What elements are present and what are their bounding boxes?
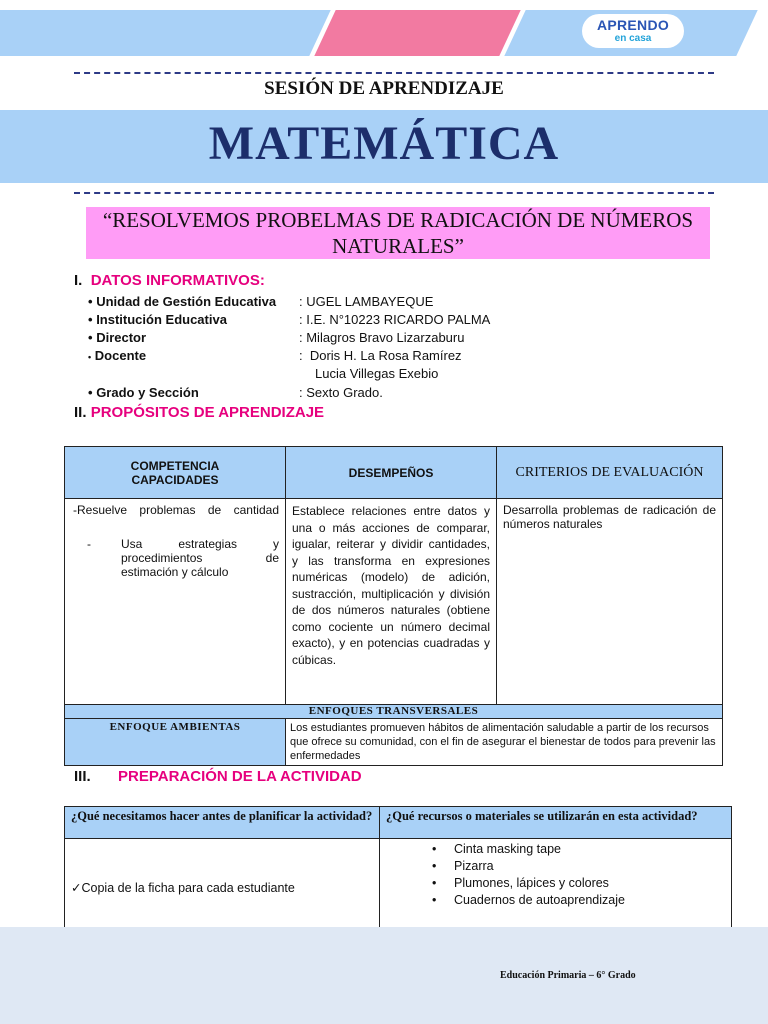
- info-label: Docente: [94, 348, 147, 363]
- material-text: Cuadernos de autoaprendizaje: [454, 893, 625, 907]
- info-label: Unidad de Gestión Educativa: [96, 294, 277, 309]
- bullet-icon: •: [432, 842, 437, 856]
- criterio-text: Desarrolla problemas de radicación de números naturales: [497, 499, 723, 705]
- purposes-body-row: [65, 499, 723, 705]
- cell-competencia: [65, 499, 286, 705]
- section-2-title: PROPÓSITOS DE APRENDIZAJE: [90, 404, 325, 421]
- header-desempenos: DESEMPEÑOS: [286, 447, 497, 499]
- bullet-icon: •: [88, 352, 92, 362]
- preparation-body-row: [65, 839, 732, 937]
- info-value-docente-2: Lucia Villegas Exebio: [315, 366, 439, 381]
- capacidad-text: Usa estrategias y procedimientos de estimación y cálculo: [121, 537, 279, 579]
- info-row-ugel: [88, 294, 276, 309]
- checkmark-icon: ✓: [71, 881, 82, 895]
- bullet-icon: •: [88, 385, 93, 400]
- bullet-icon: •: [432, 876, 437, 890]
- subject-title: MATEMÁTICA: [208, 117, 560, 170]
- session-title: SESIÓN DE APRENDIZAJE: [264, 78, 504, 99]
- info-value-grado: : Sexto Grado.: [299, 385, 383, 400]
- section-3-number: III.: [74, 768, 91, 785]
- bullet-icon: •: [88, 312, 93, 327]
- cell-materials: [380, 839, 732, 937]
- banner-stripe-pink: [314, 10, 520, 56]
- info-row-institucion: [88, 312, 227, 327]
- logo-sub-text: en casa: [614, 33, 652, 44]
- header-competencia: [65, 447, 286, 499]
- footer-text: Educación Primaria – 6° Grado: [500, 970, 636, 981]
- footer-band: [0, 927, 768, 1024]
- session-topic: “RESOLVEMOS PROBELMAS DE RADICACIÓN DE NÚMEROS NATURALES”: [86, 207, 710, 259]
- preparation-table: [64, 806, 732, 937]
- purposes-table: [64, 446, 723, 766]
- material-item: [432, 892, 725, 909]
- cell-before-planning: [65, 839, 380, 937]
- material-item: [432, 858, 725, 875]
- bullet-icon: •: [432, 893, 437, 907]
- question-before-planning: ¿Qué necesitamos hacer antes de planificar la actividad?: [65, 807, 380, 839]
- bullet-icon: •: [88, 330, 93, 345]
- aprendo-en-casa-logo: [582, 14, 684, 48]
- material-text: Pizarra: [454, 859, 494, 873]
- header-criterios: CRITERIOS DE EVALUACIÓN: [497, 447, 723, 499]
- before-planning-text: Copia de la ficha para cada estudiante: [81, 881, 295, 895]
- info-value-institucion: : I.E. N°10223 RICARDO PALMA: [299, 312, 491, 327]
- capacidad-item: [71, 537, 279, 579]
- info-row-docente: [88, 348, 146, 363]
- info-value-docente: : Doris H. La Rosa Ramírez: [299, 348, 462, 363]
- section-1-heading: [74, 272, 265, 289]
- competencia-text: -Resuelve problemas de cantidad: [73, 503, 279, 517]
- logo-main-text: APRENDO: [596, 17, 670, 33]
- info-label: Director: [96, 330, 147, 345]
- enfoque-description: Los estudiantes promueven hábitos de alimentación saludable a partir de los recursos que ofrece su comunidad, con el fin de asegurar el bienestar de todos para prevenir las enfermedades: [286, 719, 723, 766]
- header-capacidades-text: CAPACIDADES: [131, 472, 219, 487]
- desempeno-text: Establece relaciones entre datos y una o más acciones de comparar, igualar, reiterar y dividir cantidades, y las transforma en expresiones numéricas (modelo) de adición, sustracción, multiplicación y división de dos números naturales (obtiene como cociente un número decimal exacto), y en potencias cuadradas y cúbicas.: [286, 499, 497, 705]
- section-1-number: I.: [74, 272, 83, 289]
- materials-list: [432, 841, 725, 909]
- material-item: [432, 875, 725, 892]
- section-2-heading: [74, 404, 324, 421]
- section-2-number: II.: [74, 404, 87, 421]
- info-label: Institución Educativa: [96, 312, 227, 327]
- bullet-icon: •: [432, 859, 437, 873]
- enfoque-name: ENFOQUE AMBIENTAS: [65, 719, 286, 766]
- dashed-divider-bottom: [74, 192, 714, 194]
- info-row-director: [88, 330, 146, 345]
- enfoques-header-row: [65, 705, 723, 719]
- info-label: Grado y Sección: [96, 385, 199, 400]
- material-item: [432, 841, 725, 858]
- info-value-director: : Milagros Bravo Lizarzaburu: [299, 330, 465, 345]
- material-text: Plumones, lápices y colores: [454, 876, 609, 890]
- material-text: Cinta masking tape: [454, 842, 562, 856]
- info-row-grado: [88, 385, 199, 400]
- enfoque-row: [65, 719, 723, 766]
- preparation-header-row: [65, 807, 732, 839]
- purposes-header-row: [65, 447, 723, 499]
- dashed-divider-top: [74, 72, 714, 74]
- section-3-title: PREPARACIÓN DE LA ACTIVIDAD: [118, 768, 362, 785]
- info-value-ugel: : UGEL LAMBAYEQUE: [299, 294, 434, 309]
- header-competencia-text: COMPETENCIA: [130, 458, 220, 473]
- banner-stripe-blue: [0, 10, 331, 56]
- bullet-icon: •: [88, 294, 93, 309]
- dash-bullet: -: [87, 537, 91, 551]
- section-1-title: DATOS INFORMATIVOS:: [90, 272, 265, 289]
- question-materials: ¿Qué recursos o materiales se utilizarán en esta actividad?: [380, 807, 732, 839]
- enfoques-title: ENFOQUES TRANSVERSALES: [65, 705, 723, 719]
